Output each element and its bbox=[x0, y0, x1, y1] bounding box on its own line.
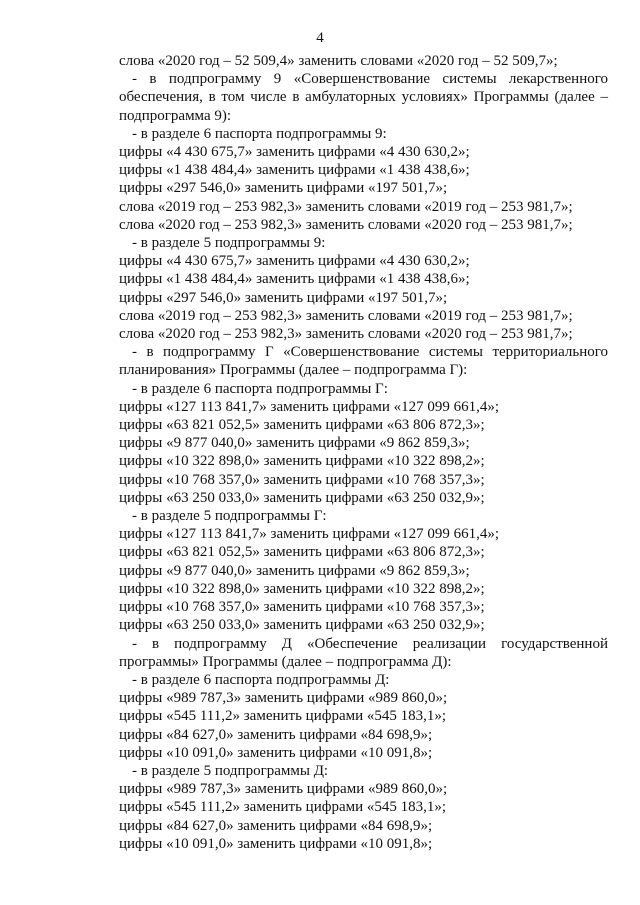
amendment-line: цифры «10 091,0» заменить цифрами «10 091,8»; bbox=[119, 835, 433, 852]
document-body bbox=[119, 52, 608, 853]
amendment-line: цифры «84 627,0» заменить цифрами «84 698,9»; bbox=[119, 817, 433, 834]
amendment-line: цифры «10 768 357,0» заменить цифрами «10 768 357,3»; bbox=[119, 599, 485, 616]
amendment-line: цифры «4 430 675,7» заменить цифрами «4 430 630,2»; bbox=[119, 253, 470, 270]
amendment-line: цифры «84 627,0» заменить цифрами «84 698,9»; bbox=[119, 726, 433, 743]
amendment-line: цифры «127 113 841,7» заменить цифрами «127 099 661,4»; bbox=[119, 398, 500, 415]
section-heading-line: - в разделе 6 паспорта подпрограммы 9: bbox=[132, 125, 387, 142]
amendment-line: цифры «989 787,3» заменить цифрами «989 860,0»; bbox=[119, 781, 448, 798]
amendment-line: цифры «63 821 052,5» заменить цифрами «63 806 872,3»; bbox=[119, 544, 485, 561]
amendment-line: слова «2020 год – 253 982,3» заменить словами «2020 год – 253 981,7»; bbox=[119, 326, 573, 343]
page-number: 4 bbox=[316, 30, 324, 46]
amendment-paragraph: - в подпрограмму 9 «Совершенствование системы лекарственного обеспечения, в том числе в амбулаторных условиях» Программы (далее – подпрограмма 9): bbox=[119, 71, 608, 124]
amendment-line: цифры «9 877 040,0» заменить цифрами «9 862 859,3»; bbox=[119, 435, 470, 452]
amendment-line: цифры «63 821 052,5» заменить цифрами «63 806 872,3»; bbox=[119, 417, 485, 434]
amendment-line: цифры «127 113 841,7» заменить цифрами «127 099 661,4»; bbox=[119, 526, 500, 543]
section-heading-line: - в разделе 6 паспорта подпрограммы Д: bbox=[132, 671, 390, 688]
amendment-line: цифры «989 787,3» заменить цифрами «989 860,0»; bbox=[119, 690, 448, 707]
section-heading-line: - в разделе 5 подпрограммы Г: bbox=[132, 508, 327, 525]
amendment-line: цифры «63 250 033,0» заменить цифрами «63 250 032,9»; bbox=[119, 489, 485, 506]
amendment-line: цифры «9 877 040,0» заменить цифрами «9 862 859,3»; bbox=[119, 562, 470, 579]
amendment-line: цифры «297 546,0» заменить цифрами «197 501,7»; bbox=[119, 180, 448, 197]
amendment-line: цифры «63 250 033,0» заменить цифрами «63 250 032,9»; bbox=[119, 617, 485, 634]
amendment-line: цифры «10 322 898,0» заменить цифрами «10 322 898,2»; bbox=[119, 580, 485, 597]
amendment-line: цифры «297 546,0» заменить цифрами «197 501,7»; bbox=[119, 289, 448, 306]
amendment-line: слова «2020 год – 52 509,4» заменить словами «2020 год – 52 509,7»; bbox=[119, 53, 558, 69]
section-heading-line: - в разделе 5 подпрограммы 9: bbox=[132, 235, 326, 252]
section-heading-line: - в разделе 5 подпрограммы Д: bbox=[132, 762, 329, 779]
amendment-line: цифры «1 438 484,4» заменить цифрами «1 438 438,6»; bbox=[119, 162, 470, 179]
section-heading-line: - в разделе 6 паспорта подпрограммы Г: bbox=[132, 380, 388, 397]
amendment-line: цифры «545 111,2» заменить цифрами «545 183,1»; bbox=[119, 708, 447, 725]
amendment-line: цифры «10 091,0» заменить цифрами «10 091,8»; bbox=[119, 744, 433, 761]
amendment-line: слова «2020 год – 253 982,3» заменить словами «2020 год – 253 981,7»; bbox=[119, 216, 573, 233]
amendment-line: слова «2019 год – 253 982,3» заменить словами «2019 год – 253 981,7»; bbox=[119, 198, 573, 215]
amendment-paragraph: - в подпрограмму Г «Совершенствование системы территориального планирования» Программы (далее – подпрограмма Г): bbox=[119, 344, 608, 379]
amendment-line: цифры «10 768 357,0» заменить цифрами «10 768 357,3»; bbox=[119, 471, 485, 488]
amendment-paragraph: - в подпрограмму Д «Обеспечение реализации государственной программы» Программы (далее – подпрограмма Д): bbox=[119, 635, 608, 670]
amendment-line: слова «2019 год – 253 982,3» заменить словами «2019 год – 253 981,7»; bbox=[119, 307, 573, 324]
amendment-line: цифры «1 438 484,4» заменить цифрами «1 438 438,6»; bbox=[119, 271, 470, 288]
amendment-line: цифры «10 322 898,0» заменить цифрами «10 322 898,2»; bbox=[119, 453, 485, 470]
amendment-line: цифры «545 111,2» заменить цифрами «545 183,1»; bbox=[119, 799, 447, 816]
amendment-line: цифры «4 430 675,7» заменить цифрами «4 430 630,2»; bbox=[119, 144, 470, 161]
